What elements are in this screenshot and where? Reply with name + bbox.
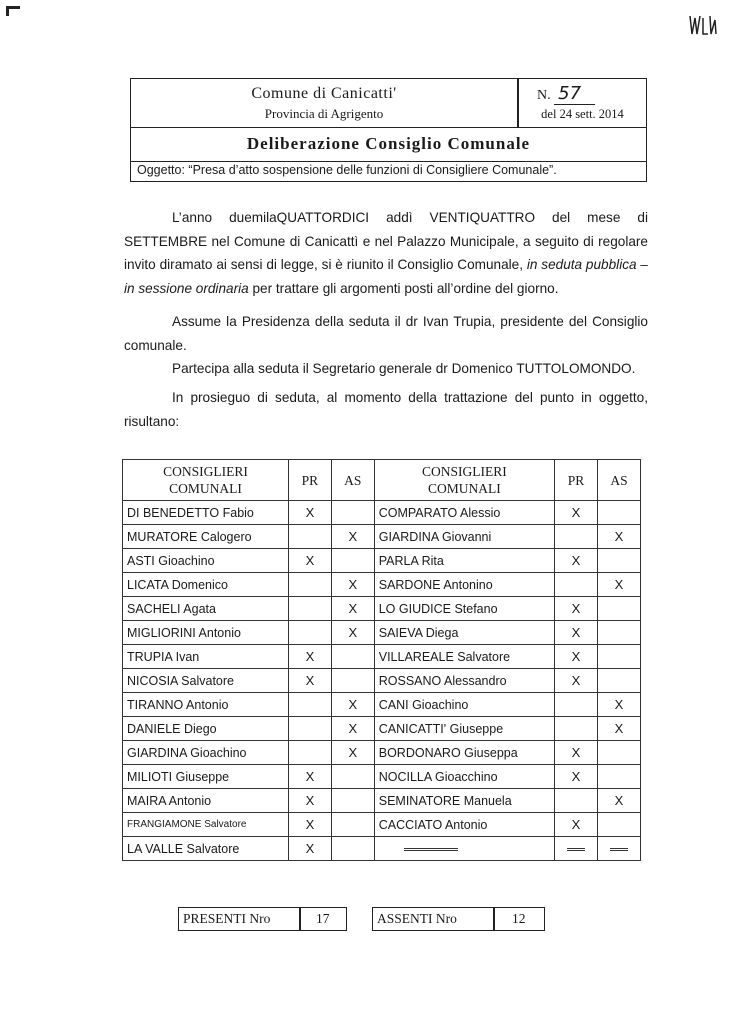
presence-mark: X [288,789,331,813]
presence-mark [554,525,597,549]
absence-mark [597,813,640,837]
header-consiglieri-right: CONSIGLIERI COMUNALI [374,460,554,501]
presence-mark: X [288,669,331,693]
councillor-name: PARLA Rita [374,549,554,573]
table-row [123,645,641,669]
header-title-row [131,127,646,162]
presence-mark [554,693,597,717]
table-header-row [123,460,641,501]
presenti-count: 17 [316,911,330,926]
absence-mark [331,765,374,789]
table-row [123,549,641,573]
presence-mark [554,717,597,741]
presence-mark: X [554,813,597,837]
presence-mark [288,597,331,621]
table-row [123,525,641,549]
table-row [123,693,641,717]
councillor-name: CACCIATO Antonio [374,813,554,837]
table-row [123,597,641,621]
presence-mark [554,837,597,861]
councillor-name: COMPARATO Alessio [374,501,554,525]
table-row [123,621,641,645]
empty-dash [404,848,458,851]
absence-mark: X [597,573,640,597]
absence-mark [597,741,640,765]
councillor-name: CANI Gioachino [374,693,554,717]
attendance-table [122,459,641,861]
absence-mark [331,549,374,573]
table-row [123,813,641,837]
councillor-name: MAIRA Antonio [123,789,289,813]
presence-mark: X [554,621,597,645]
presence-mark: X [288,765,331,789]
presence-mark: X [554,501,597,525]
councillor-name: BORDONARO Giuseppa [374,741,554,765]
absence-mark [331,645,374,669]
table-row [123,717,641,741]
presence-mark: X [288,645,331,669]
absence-mark [331,501,374,525]
presence-mark [554,789,597,813]
table-row [123,741,641,765]
councillor-name: MURATORE Calogero [123,525,289,549]
table-row [123,837,641,861]
presence-mark: X [554,741,597,765]
presence-mark: X [288,549,331,573]
presence-mark [288,525,331,549]
absence-mark [597,837,640,861]
presence-mark [288,693,331,717]
handwritten-initials [688,12,722,43]
councillor-name: ASTI Gioachino [123,549,289,573]
councillor-name: SACHELI Agata [123,597,289,621]
absence-mark: X [331,597,374,621]
councillor-name: LICATA Domenico [123,573,289,597]
presence-mark: X [288,501,331,525]
absence-mark [597,645,640,669]
presence-mark: X [554,597,597,621]
header-consiglieri-left: CONSIGLIERI COMUNALI [123,460,289,501]
absence-mark [331,669,374,693]
councillor-name: TRUPIA Ivan [123,645,289,669]
presence-mark [288,573,331,597]
assenti-count: 12 [512,911,526,926]
presence-mark: X [554,549,597,573]
intro-text-a: L’anno duemilaQUATTORDICI addì VENTIQUATTRO del mese di SETTEMBRE nel Comune di Canicattì e nel Palazzo Municipale, a seguito di regolare invito diramato ai sensi di legge, si è riunito il Consiglio Comunale, [124,210,648,272]
prosieguo-paragraph: In prosieguo di seduta, al momento della trattazione del punto in oggetto, risultano: [124,390,648,429]
presence-mark: X [288,837,331,861]
presence-mark: X [554,669,597,693]
councillor-name: SEMINATORE Manuela [374,789,554,813]
absence-mark: X [597,789,640,813]
councillor-name: LA VALLE Salvatore [123,837,289,861]
provincia-name: Provincia di Agrigento [264,106,384,121]
absence-mark: X [597,717,640,741]
absence-mark [597,765,640,789]
absence-mark: X [331,573,374,597]
intro-text-c: per trattare gli argomenti posti all’ordine del giorno. [248,280,559,296]
table-row [123,765,641,789]
corner-mark [6,6,9,16]
absence-mark: X [331,717,374,741]
councillor-name: DANIELE Diego [123,717,289,741]
absence-mark: X [331,525,374,549]
empty-dash [567,848,585,851]
presence-mark [288,741,331,765]
councillor-name: NICOSIA Salvatore [123,669,289,693]
presence-mark [554,573,597,597]
councillor-name: GIARDINA Giovanni [374,525,554,549]
assenti-box [372,907,545,931]
table-row [123,573,641,597]
absence-mark: X [331,621,374,645]
delibera-date: del 24 sett. 2014 [541,107,624,121]
councillor-name: TIRANNO Antonio [123,693,289,717]
header-pr-left: PR [288,460,331,501]
presenti-label: PRESENTI Nro [183,911,271,926]
councillor-name: VILLAREALE Salvatore [374,645,554,669]
presence-mark: X [554,645,597,669]
councillor-name: LO GIUDICE Stefano [374,597,554,621]
councillor-name: ROSSANO Alessandro [374,669,554,693]
comune-name: Comune di Canicatti' [251,85,397,102]
presence-mark: X [288,813,331,837]
councillor-name: SAIEVA Diega [374,621,554,645]
absence-mark [331,789,374,813]
header-as-right: AS [597,460,640,501]
councillor-name: DI BENEDETTO Fabio [123,501,289,525]
absence-mark [597,669,640,693]
absence-mark [331,813,374,837]
absence-mark [331,837,374,861]
document-title: Deliberazione Consiglio Comunale [246,134,531,153]
number-label: N. [537,88,551,103]
absence-mark [597,621,640,645]
table-row [123,669,641,693]
table-row [123,789,641,813]
intro-paragraph [124,206,648,300]
segretario-paragraph: Partecipa alla seduta il Segretario generale dr Domenico TUTTOLOMONDO. [172,361,636,376]
presenti-box [178,907,347,931]
empty-dash [610,848,628,851]
header-top-row [131,79,646,128]
absence-mark [597,501,640,525]
absence-mark: X [331,741,374,765]
header-as-left: AS [331,460,374,501]
councillor-name: MIGLIORINI Antonio [123,621,289,645]
presence-mark [288,717,331,741]
presence-mark [288,621,331,645]
presidenza-paragraph: Assume la Presidenza della seduta il dr Ivan Trupia, presidente del Consiglio comunale. [124,314,648,353]
councillor-name [374,837,554,861]
absence-mark: X [597,693,640,717]
absence-mark: X [331,693,374,717]
delibera-number [537,83,595,104]
councillor-name: FRANGIAMONE Salvatore [123,813,289,837]
presence-mark: X [554,765,597,789]
header-pr-right: PR [554,460,597,501]
councillor-name: SARDONE Antonino [374,573,554,597]
number-value: 57 [554,83,595,105]
absence-mark [597,597,640,621]
intro-text-italic: in seduta pubblica – in sessione ordinaria [124,257,648,296]
councillor-name: GIARDINA Gioachino [123,741,289,765]
absence-mark [597,549,640,573]
councillor-name: MILIOTI Giuseppe [123,765,289,789]
header-box [130,78,647,182]
assenti-label: ASSENTI Nro [377,911,457,926]
table-row [123,501,641,525]
councillor-name: CANICATTI' Giuseppe [374,717,554,741]
absence-mark: X [597,525,640,549]
councillor-name: NOCILLA Gioacchino [374,765,554,789]
oggetto-line: Oggetto: “Presa d’atto sospensione delle funzioni di Consigliere Comunale”. [137,163,557,177]
